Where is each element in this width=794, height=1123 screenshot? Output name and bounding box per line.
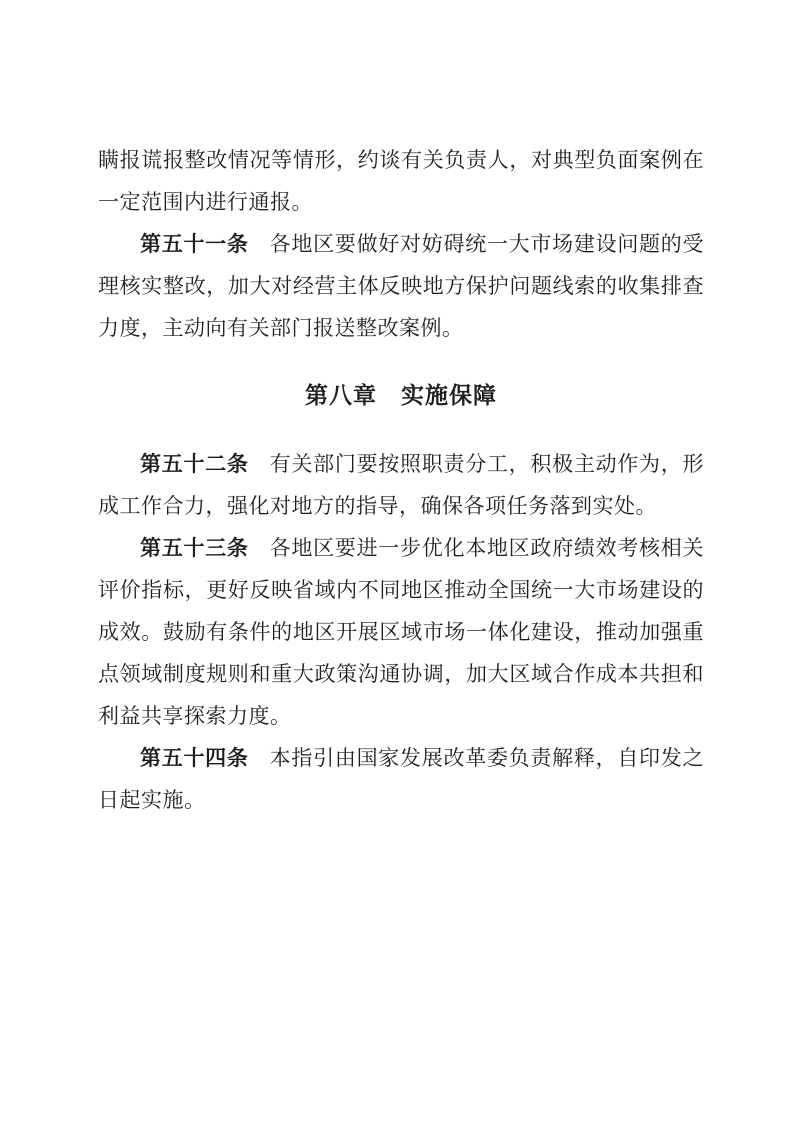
- article-52-label: 第五十二条: [140, 452, 249, 476]
- article-54-text: 本指引由国家发展改革委负责解释，自印发之日起实施。: [98, 746, 705, 812]
- article-53-label: 第五十三条: [140, 536, 249, 560]
- article-54-paragraph: [98, 737, 704, 821]
- article-51-text: 各地区要做好对妨碍统一大市场建设问题的受理核实整改，加大对经营主体反映地方保护问题线索的收集排查力度，主动向有关部门报送整改案例。: [98, 232, 705, 340]
- intro-continuation-paragraph: 瞒报谎报整改情况等情形，约谈有关负责人，对典型负面案例在一定范围内进行通报。: [98, 148, 704, 214]
- article-52-paragraph: [98, 443, 704, 527]
- article-54-label: 第五十四条: [140, 746, 249, 770]
- article-53-text: 各地区要进一步优化本地区政府绩效考核相关评价指标，更好反映省域内不同地区推动全国统一大市场建设的成效。鼓励有条件的地区开展区域市场一体化建设，推动加强重点领域制度规则和重大政策沟通协调，加大区域合作成本共担和利益共享探索力度。: [98, 536, 705, 728]
- article-53-paragraph: [98, 527, 704, 737]
- article-51-label: 第五十一条: [140, 232, 249, 256]
- article-51-paragraph: [98, 223, 704, 349]
- chapter-8-heading: 第八章 实施保障: [305, 383, 497, 408]
- article-52-text: 有关部门要按照职责分工，积极主动作为，形成工作合力，强化对地方的指导，确保各项任务落到实处。: [98, 452, 705, 518]
